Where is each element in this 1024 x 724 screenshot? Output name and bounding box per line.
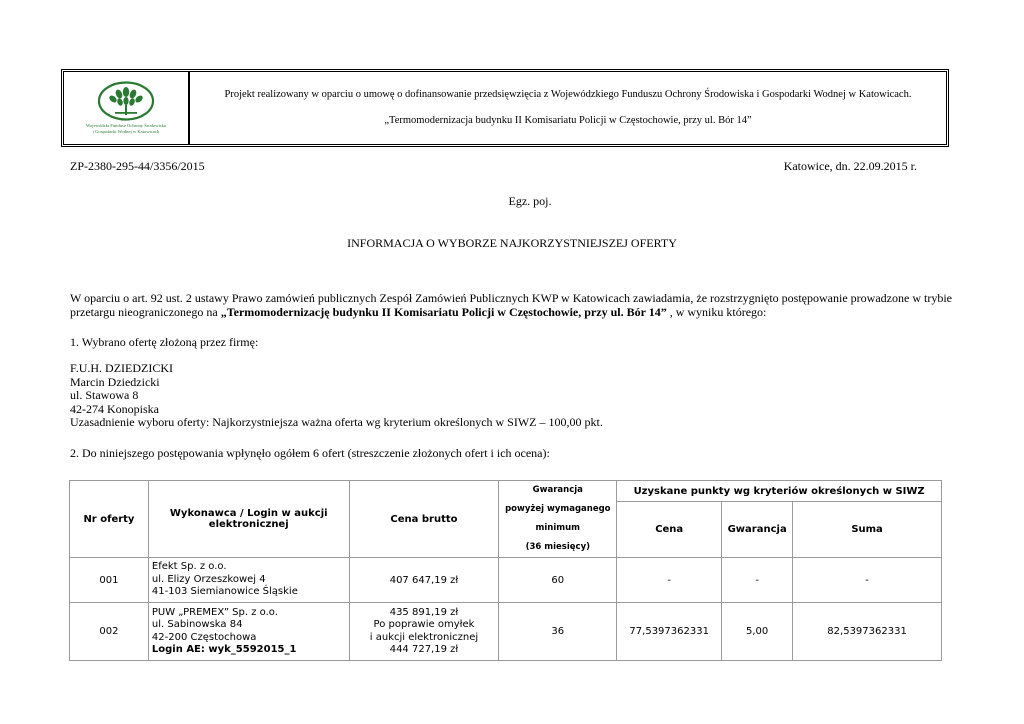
header-guarantee-line: (36 miesięcy) <box>525 542 590 552</box>
cell-guarantee: 60 <box>499 558 617 603</box>
offers-table <box>69 480 942 661</box>
cell-points-price: 77,5397362331 <box>617 603 722 661</box>
header-funding-line: Projekt realizowany w oparciu o umowę o dofinansowanie przedsięwzięcia z Wojewódzkiego Funduszu Ochrony Środowiska i Gospodarki Wodnej w Katowicach. <box>224 89 912 100</box>
header-nr: Nr oferty <box>70 481 149 558</box>
header-project-line: „Termomodernizacja budynku II Komisariatu Policji w Częstochowie, przy ul. Bór 14” <box>384 115 752 126</box>
contractor-line: Efekt Sp. z o.o. <box>151 561 227 573</box>
header-guarantee-line: powyżej wymaganego <box>505 504 611 514</box>
point-2: 2. Do niniejszego postępowania wpłynęło ogółem 6 ofert (streszczenie złożonych ofert i ich ocena): <box>70 446 550 460</box>
contractor-line: ul. Elizy Orzeszkowej 4 <box>151 573 266 585</box>
winner-street: ul. Stawowa 8 <box>70 388 139 402</box>
cell-contractor <box>148 558 349 603</box>
table-row <box>70 603 942 661</box>
cell-price: 407 647,19 zł <box>349 558 499 603</box>
copy-note: Egz. poj. <box>508 194 552 208</box>
cell-points-guarantee: 5,00 <box>722 603 793 661</box>
header-guarantee-line: Gwarancja <box>532 485 583 495</box>
contractor-line: 42-200 Częstochowa <box>151 631 257 643</box>
contractor-line: 41-103 Siemianowice Śląskie <box>151 586 298 598</box>
point-1: 1. Wybrano ofertę złożoną przez firmę: <box>70 335 259 349</box>
price-line: 444 727,19 zł <box>389 644 459 655</box>
intro-subject: „Termomodernizację budynku II Komisariatu Policji w Częstochowie, przy ul. Bór 14” <box>220 305 667 319</box>
contractor-line: PUW „PREMEX” Sp. z o.o. <box>151 606 278 618</box>
reference-number: ZP-2380-295-44/3356/2015 <box>70 159 205 173</box>
cell-points-sum: 82,5397362331 <box>793 603 942 661</box>
intro-text-end: , w wyniku którego: <box>666 305 767 319</box>
intro-text: W oparciu o art. 92 ust. 2 ustawy Prawo zamówień publicznych Zespół Zamówień Publicznych KWP w Katowicach zawiadamia, że rozstrzygnięto postępowanie prowadzone w trybie przetargu nieograniczonego na <box>70 291 952 319</box>
header-points-group: Uzyskane punkty wg kryteriów określonych w SIWZ <box>617 481 942 502</box>
price-line: 435 891,19 zł <box>389 606 459 618</box>
header-price: Cena brutto <box>349 481 499 558</box>
winner-name: F.U.H. DZIEDZICKI <box>70 361 174 375</box>
header-contractor: Wykonawca / Login w aukcji elektronicznej <box>148 481 349 558</box>
cell-nr: 001 <box>70 558 149 603</box>
document-title: INFORMACJA O WYBORZE NAJKORZYSTNIEJSZEJ OFERTY <box>347 236 677 250</box>
contractor-line: ul. Sabinowska 84 <box>151 619 243 630</box>
cell-price <box>349 603 499 661</box>
cell-points-price: - <box>617 558 722 603</box>
winner-justification: Uzasadnienie wyboru oferty: Najkorzystniejsza ważna oferta wg kryterium określonych w SIWZ – 100,00 pkt. <box>70 415 603 429</box>
header-guarantee <box>499 481 617 558</box>
table-row <box>70 558 942 603</box>
header-guarantee-line: minimum <box>535 523 581 533</box>
winner-block <box>70 362 603 430</box>
header-points-sum: Suma <box>793 502 942 558</box>
logo-caption-line: Wojewódzki Fundusz Ochrony Środowiska <box>86 123 166 129</box>
leaf-tree-icon <box>97 81 155 121</box>
fund-logo <box>64 72 190 144</box>
cell-points-guarantee: - <box>722 558 793 603</box>
logo-caption <box>86 123 166 134</box>
price-line: Po poprawie omyłek <box>373 619 475 630</box>
header-text <box>190 72 946 144</box>
winner-person: Marcin Dziedzicki <box>70 374 160 389</box>
cell-guarantee: 36 <box>499 603 617 661</box>
cell-contractor <box>148 603 349 661</box>
header-points-price: Cena <box>617 502 722 558</box>
winner-city: 42-274 Konopiska <box>70 401 159 416</box>
place-date: Katowice, dn. 22.09.2015 r. <box>783 159 917 173</box>
price-line: i aukcji elektronicznej <box>369 631 479 643</box>
contractor-login: Login AE: wyk_5592015_1 <box>151 644 297 655</box>
logo-caption-line: i Gospodarki Wodnej w Katowicach <box>92 129 160 134</box>
cell-points-sum: - <box>793 558 942 603</box>
cell-nr: 002 <box>70 603 149 661</box>
header-points-guarantee: Gwarancja <box>722 502 793 558</box>
project-header <box>61 69 949 147</box>
intro-paragraph <box>70 291 952 319</box>
